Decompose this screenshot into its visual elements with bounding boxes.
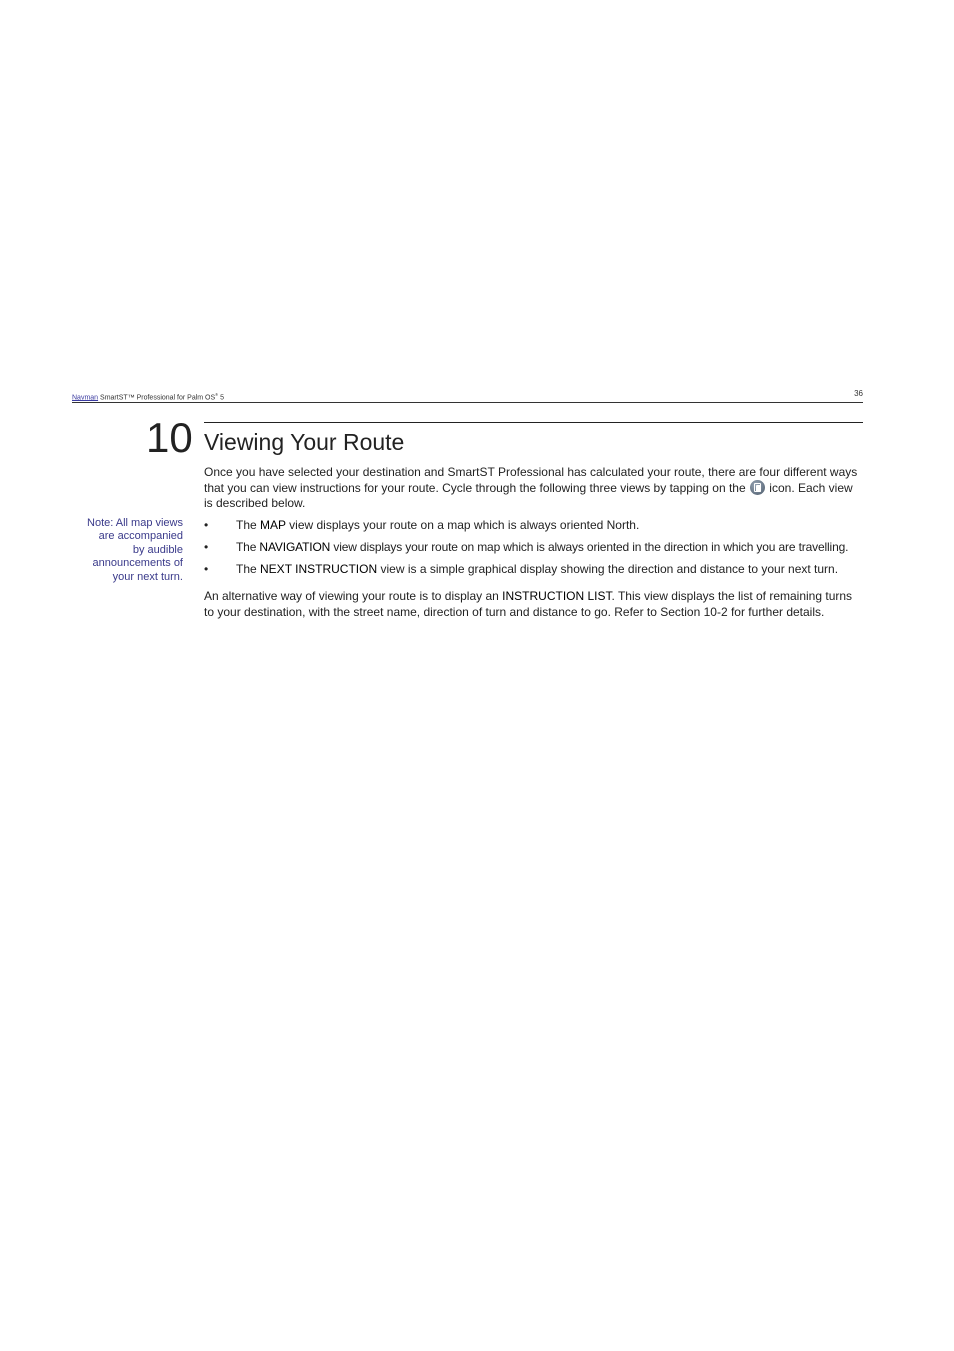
list-item <box>204 540 884 562</box>
outro-paragraph <box>204 589 863 620</box>
side-note-line: by audible <box>132 543 183 556</box>
chapter-title: Viewing Your Route <box>204 429 405 455</box>
intro-text-after: icon. Each view is described below. <box>204 481 853 510</box>
side-note-line: Note: All map views <box>87 517 183 529</box>
side-note-line: your next turn. <box>112 570 183 583</box>
registered-mark: ® <box>215 391 219 397</box>
title-rule <box>204 422 863 423</box>
view-keyword-map: MAP <box>260 518 286 532</box>
view-keyword-next-instruction: NEXT INSTRUCTION <box>260 562 378 576</box>
bullet-glyph: • <box>204 518 209 532</box>
view-list <box>204 518 884 584</box>
bullet-glyph: • <box>204 562 209 576</box>
bullet-glyph: • <box>204 540 209 554</box>
list-item-text <box>236 562 838 577</box>
intro-text-before: Once you have selected your destination and SmartST Professional has calculated your route, there are four different ways that you can view instructions for your route. Cycle through the following three views by tapping on the <box>204 465 858 495</box>
view-keyword-navigation: NAVIGATION <box>259 540 331 554</box>
intro-paragraph <box>204 465 863 511</box>
route-views-icon <box>750 480 765 495</box>
page-number: 36 <box>854 389 863 398</box>
list-item-prefix: The <box>236 562 261 576</box>
list-item-text <box>236 518 639 533</box>
list-item <box>204 562 884 584</box>
chapter-number: 10 <box>146 414 193 461</box>
brand-link[interactable]: Navman <box>72 394 99 401</box>
side-note-line: are accompanied <box>98 530 183 543</box>
list-item-text <box>236 540 848 555</box>
list-item-description: view displays your route on a map which is always oriented North. <box>285 518 640 532</box>
outro-text-before: An alternative way of viewing your route is to display an <box>204 589 503 603</box>
list-item-prefix: The <box>236 540 260 554</box>
header-product-line <box>72 392 224 401</box>
product-version: 5 <box>218 394 224 401</box>
list-item <box>204 518 884 540</box>
list-item-description: view displays your route on map which is always oriented in the direction in which you are travelling. <box>330 540 849 554</box>
list-item-prefix: The <box>236 518 261 532</box>
side-note-line: announcements of <box>92 557 183 570</box>
page-header <box>72 387 863 403</box>
side-note <box>72 517 183 584</box>
list-item-description: view is a simple graphical display showing the direction and distance to your next turn. <box>377 562 839 576</box>
view-keyword-instruction-list: INSTRUCTION LIST <box>502 589 612 603</box>
product-name: SmartST™ Professional for Palm OS <box>98 394 216 401</box>
outro-text-after: . This view displays the list of remaining turns to your destination, with the street name, direction of turn and distance to go. Refer to Section 10-2 for further details. <box>204 589 853 619</box>
